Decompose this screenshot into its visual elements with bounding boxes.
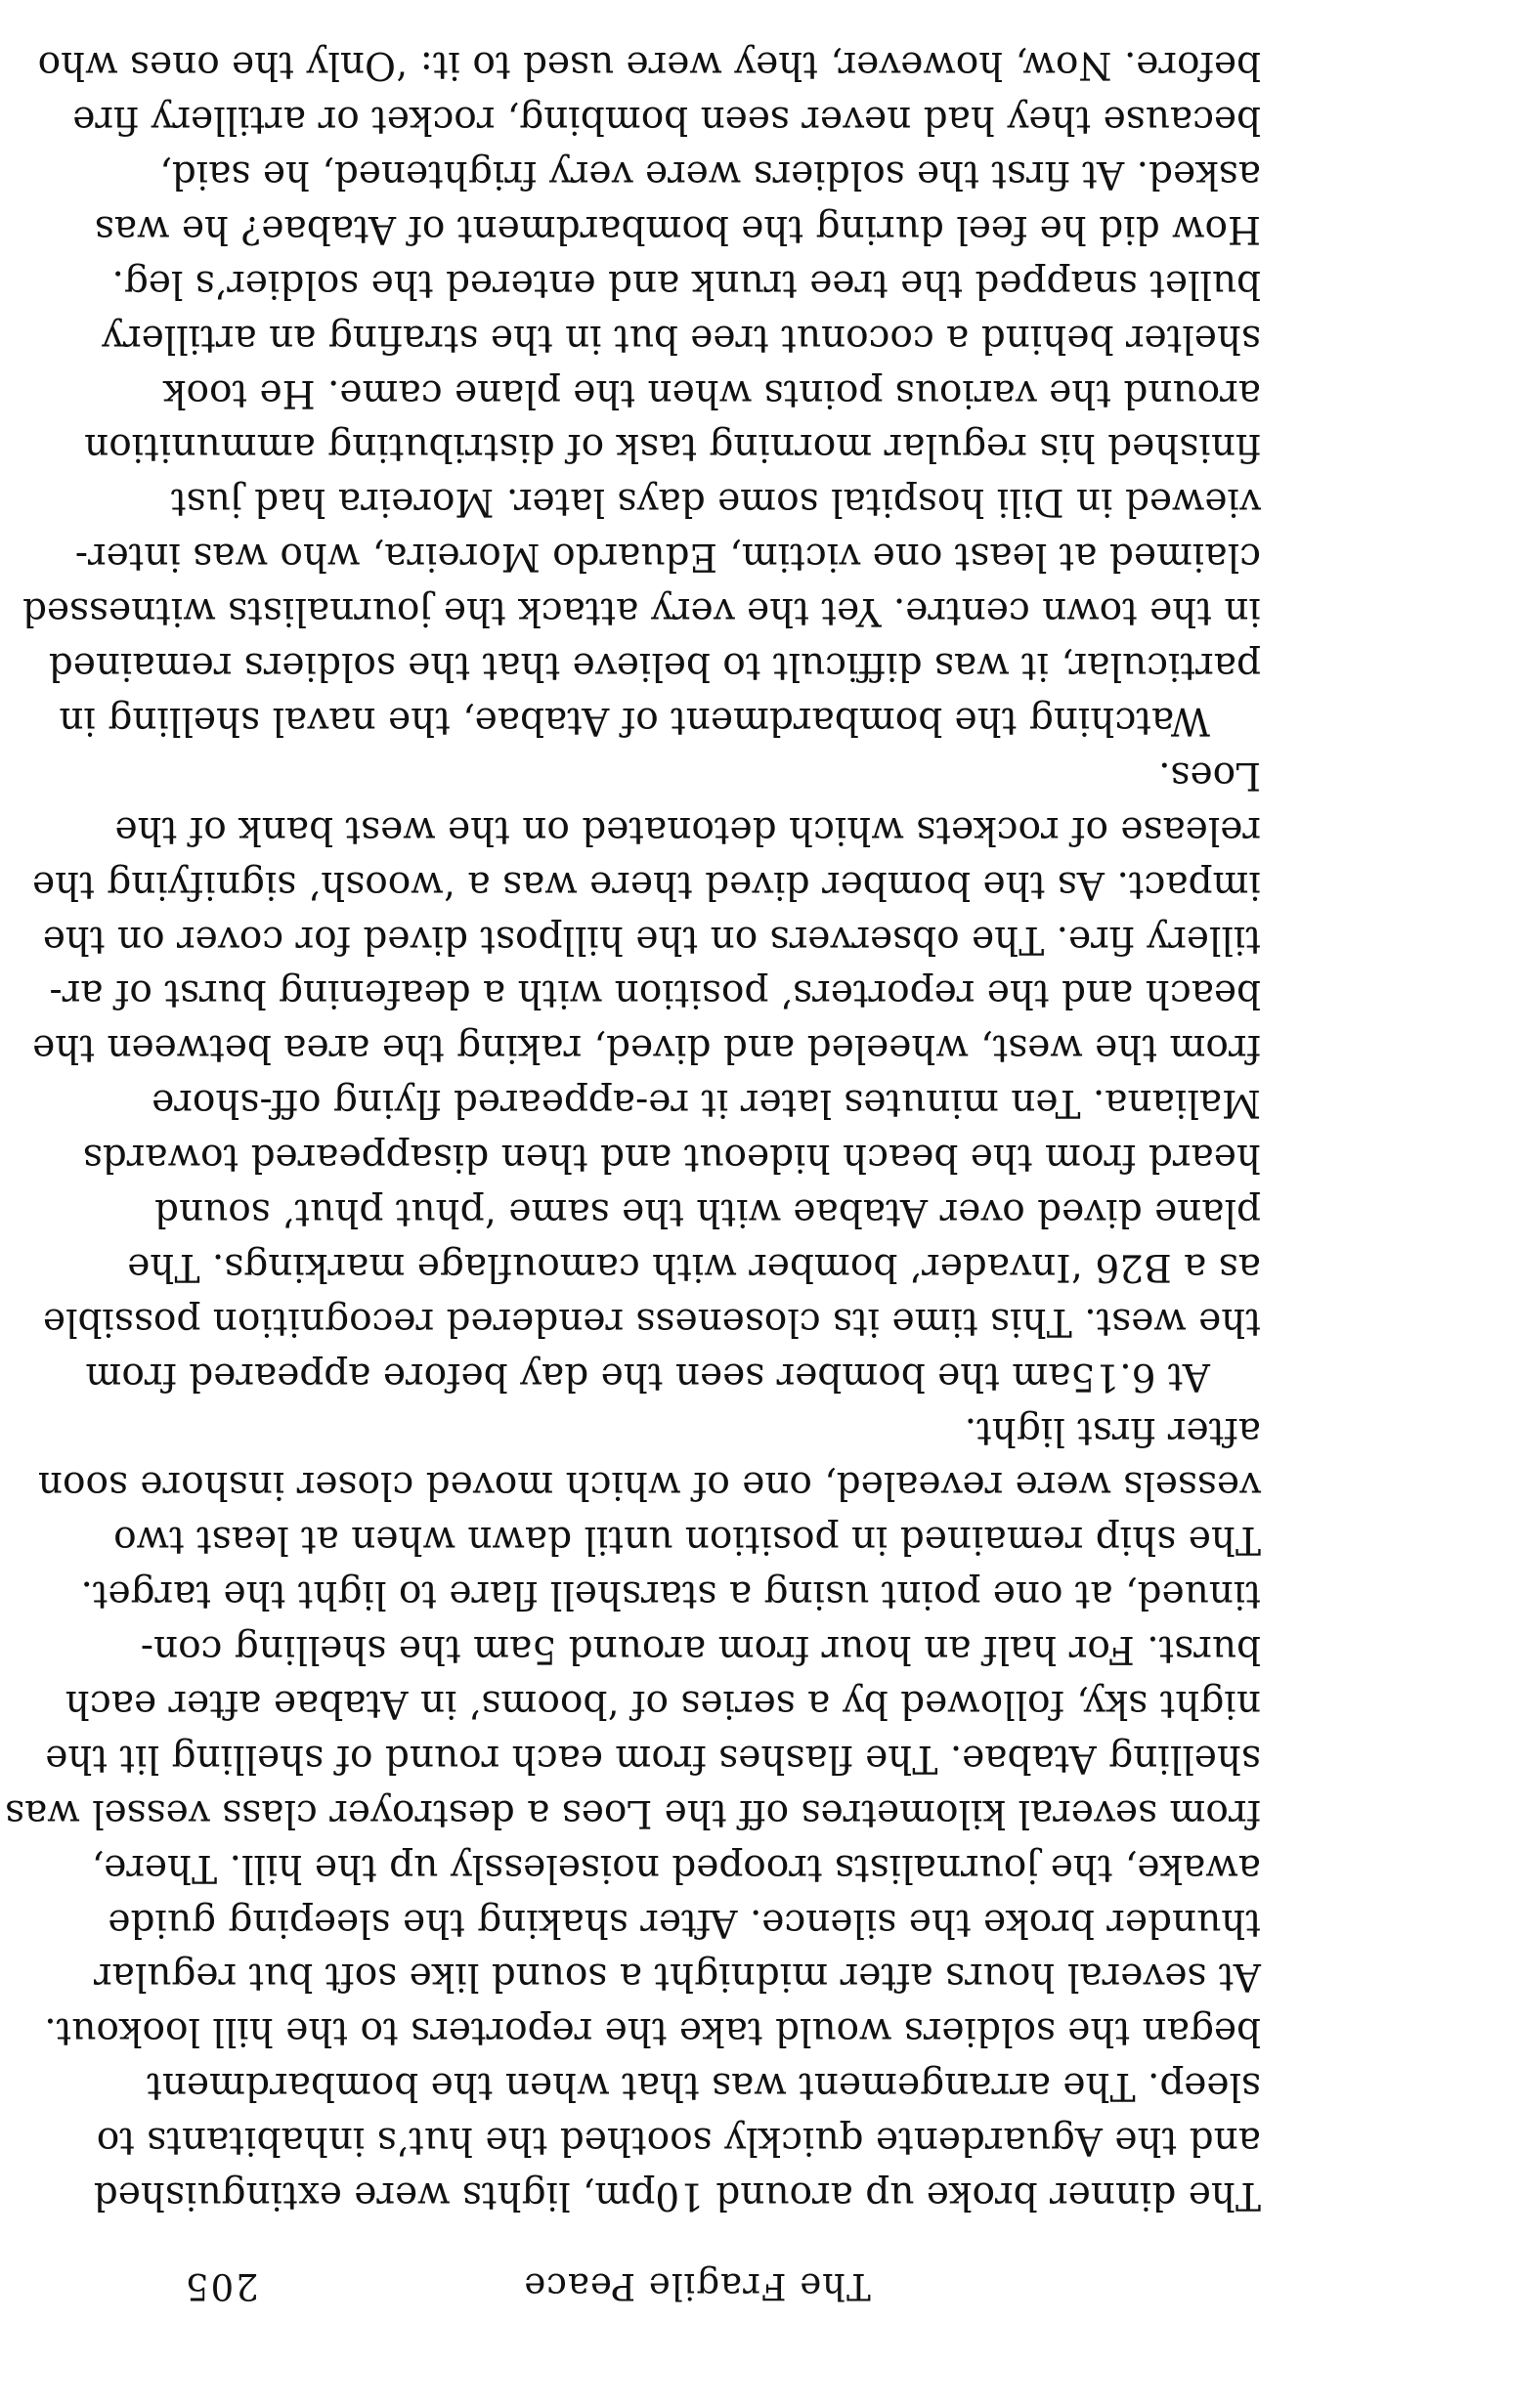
text-line: plane dived over Atabae with the same ‘phut phut’ sound [154, 1189, 1261, 1234]
text-line: claimed at least one victim, Eduardo Moreira, who was inter- [74, 535, 1261, 580]
text-line: viewed in Dili hospital some days later. Moreira had just [170, 480, 1261, 525]
page-number: 205 [184, 2265, 259, 2307]
text-line: Loes. [1158, 752, 1261, 797]
text-line: particular, it was difficult to believe that the soldiers remained [48, 644, 1261, 689]
text-line: At 6.15am the bomber seen the day before appeared from [85, 1354, 1210, 1398]
text-line: before. Now, however, they were used to it: ‘Only the ones who [37, 43, 1261, 88]
text-line: bullet snapped the tree trunk and entered the soldier’s leg. [111, 261, 1261, 306]
text-line: shelling Atabae. The flashes from each round of shelling lit the [45, 1736, 1261, 1781]
text-line: Maliana. Ten minutes later it re-appeared flying off-shore [152, 1081, 1261, 1126]
text-line: and the Aguardente quickly soothed the hut’s inhabitants to [96, 2119, 1261, 2164]
text-line: finished his regular morning task of distributing ammunition [84, 425, 1261, 470]
text-line: asked. At first the soldiers were very frightened, he said, [159, 152, 1261, 197]
text-line: from the west, wheeled and dived, raking the area between the [32, 1026, 1261, 1071]
text-line: the west. This time its closeness rendered recognition possible [42, 1299, 1261, 1344]
text-line: Watching the bombardment of Atabae, the naval shelling in [59, 698, 1210, 743]
text-line: How did he feel during the bombardment of Atabae? he was [94, 206, 1261, 251]
text-line: The ship remained in position until dawn when at least two [113, 1518, 1261, 1563]
running-head [170, 2258, 1224, 2307]
text-line: as a B26 ‘Invader’ bomber with camouflage markings. The [127, 1244, 1261, 1289]
text-line: shelter behind a coconut tree but in the strafing an artillery [101, 316, 1261, 361]
text-line: night sky, followed by a series of ‘booms’ in Atabae after each [65, 1681, 1261, 1726]
body-text [5, 37, 1261, 2222]
text-line: tinued, at one point using a starshell flare to light the target. [80, 1572, 1261, 1617]
text-line: sleep. The arrangement was that when the bombardment [147, 2064, 1261, 2109]
text-line: tillery fire. The observers on the hillpost dived for cover on the [42, 917, 1261, 962]
text-line: because they had never seen bombing, rocket or artillery fire [72, 98, 1261, 143]
text-line: impact. As the bomber dived there was a ‘woosh’ signifying the [32, 862, 1261, 907]
text-line: from several kilometres off the Loes a destroyer class vessel was [5, 1790, 1261, 1835]
text-line: awake, the journalists trooped noiselessly up the hill. There, [91, 1845, 1261, 1890]
text-line: vessels were revealed, one of which moved closer inshore soon [37, 1463, 1261, 1508]
text-line: thunder broke the silence. After shaking the sleeping guide [108, 1900, 1261, 1945]
running-head-title: The Fragile Peace [523, 2265, 871, 2307]
text-line: beach and the reporters’ position with a deafening burst of ar- [49, 971, 1261, 1016]
text-line: around the various points when the plane came. He took [162, 370, 1261, 415]
text-line: At several hours after midnight a sound like soft but regular [93, 1955, 1261, 2000]
text-line: release of rockets which detonated on the west bank of the [114, 807, 1261, 852]
text-line: began the soldiers would take the reporters to the hill lookout. [44, 2009, 1261, 2054]
text-line: heard from the beach hideout and then disappeared towards [82, 1136, 1261, 1181]
text-line: in the town centre. Yet the very attack the journalists witnessed [22, 589, 1261, 634]
text-line: The dinner broke up around 10pm, lights were extinguished [93, 2173, 1261, 2217]
text-line: burst. For half an hour from around 5am the shelling con- [140, 1627, 1261, 1672]
text-line: after first light. [964, 1408, 1261, 1453]
